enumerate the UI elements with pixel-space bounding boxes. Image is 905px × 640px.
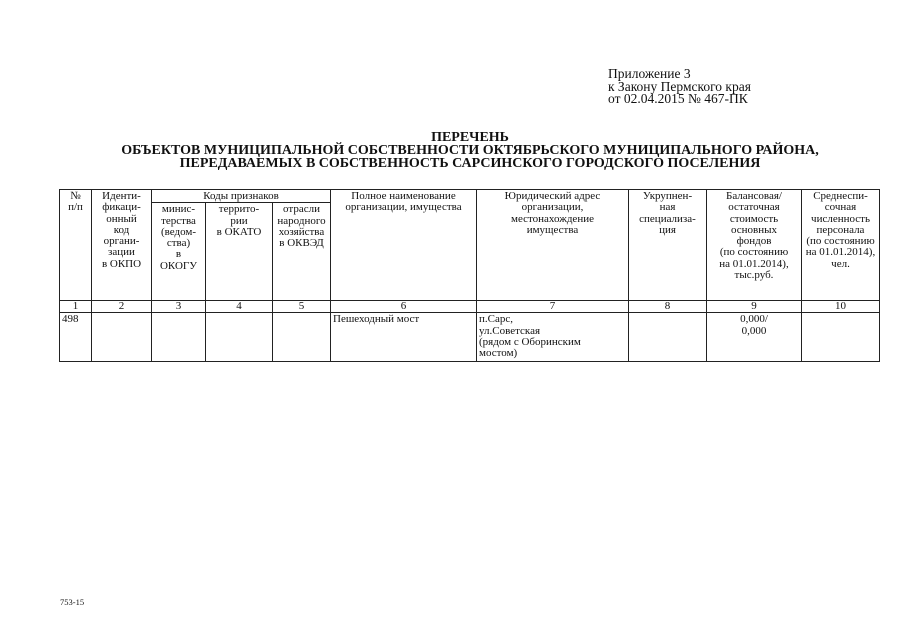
cell-okpo xyxy=(92,313,152,362)
cell-line: народного xyxy=(277,214,326,227)
header-okved xyxy=(273,203,331,301)
cell-line: п/п xyxy=(68,201,83,214)
column-number: 6 xyxy=(331,301,477,313)
cell-line: специализа- xyxy=(639,212,696,225)
property-list-table xyxy=(59,189,880,362)
cell-line: 0,000/ xyxy=(740,313,768,326)
cell-line: 0,000 xyxy=(741,324,767,337)
cell-line: Укрупнен- xyxy=(642,190,693,202)
cell-line: фикаци- xyxy=(102,201,141,214)
title-line-3: ПЕРЕДАВАЕМЫХ В СОБСТВЕННОСТЬ САРСИНСКОГО ГОРОДСКОГО ПОСЕЛЕНИЯ xyxy=(179,156,761,171)
cell-line: терства xyxy=(161,214,196,227)
cell-line: ОКОГУ xyxy=(159,259,198,272)
header-codes-group: Коды признаков xyxy=(152,190,331,203)
cell-line: местонахождение xyxy=(511,212,594,225)
table-row xyxy=(60,313,880,362)
cell-line: онный xyxy=(106,212,137,225)
column-number: 1 xyxy=(60,301,92,313)
cell-line: ная xyxy=(659,201,676,214)
header-okpo xyxy=(92,190,152,301)
column-number: 10 xyxy=(802,301,880,313)
cell-okved xyxy=(273,313,331,362)
header-okogu xyxy=(152,203,206,301)
cell-line: организации, имущества xyxy=(345,201,462,214)
cell-line: ства) xyxy=(166,237,191,250)
cell-line: численность xyxy=(811,212,870,225)
column-number: 3 xyxy=(152,301,206,313)
cell-line: (рядом с Оборинским xyxy=(479,335,581,348)
cell-staff xyxy=(802,313,880,362)
cell-line: Балансовая/ xyxy=(726,190,782,202)
document-title xyxy=(60,131,880,170)
cell-line: остаточная xyxy=(728,201,780,214)
cell-line: персонала xyxy=(816,223,865,236)
cell-line: мостом) xyxy=(479,347,518,360)
column-number: 4 xyxy=(206,301,273,313)
cell-line: тыс.руб. xyxy=(734,269,774,282)
column-number: 2 xyxy=(92,301,152,313)
cell-line: код xyxy=(113,223,130,236)
column-number: 8 xyxy=(629,301,707,313)
appendix-line-3: от 02.04.2015 № 467-ПК xyxy=(608,91,748,106)
document-code: 753-15 xyxy=(60,597,85,607)
column-number: 9 xyxy=(707,301,802,313)
cell-line: на 01.01.2014), xyxy=(805,246,876,259)
cell-line: (по состоянию xyxy=(719,246,789,259)
cell-line: в xyxy=(175,248,182,261)
cell-line: сочная xyxy=(824,201,857,214)
cell-line: органи- xyxy=(103,235,140,248)
cell-line: минис- xyxy=(161,203,196,216)
cell-num: 498 xyxy=(60,313,92,362)
header-address xyxy=(477,190,629,301)
cell-line: стоимость xyxy=(729,212,779,225)
cell-line: (по состоянию xyxy=(806,235,875,248)
header-balance xyxy=(707,190,802,301)
cell-balance xyxy=(707,313,802,362)
cell-line: (ведом- xyxy=(160,225,197,238)
column-number: 5 xyxy=(273,301,331,313)
cell-line: основных xyxy=(730,223,777,236)
cell-line: в ОКАТО xyxy=(216,225,262,238)
cell-name: Пешеходный мост xyxy=(331,313,477,362)
cell-specialization xyxy=(629,313,707,362)
cell-address xyxy=(477,313,629,362)
column-number-row xyxy=(60,301,880,313)
cell-line: ул.Советская xyxy=(479,324,541,337)
cell-line: Полное наименование xyxy=(351,190,456,202)
cell-line: зации xyxy=(108,246,135,259)
title-line-2: ОБЪЕКТОВ МУНИЦИПАЛЬНОЙ СОБСТВЕННОСТИ ОКТЯБРЬСКОГО МУНИЦИПАЛЬНОГО РАЙОНА, xyxy=(121,143,819,158)
cell-line: имущества xyxy=(526,223,579,236)
cell-line: фондов xyxy=(736,235,772,248)
cell-line: п.Сарс, xyxy=(479,313,513,326)
cell-line: Иденти- xyxy=(102,190,141,202)
cell-line: Юридический адрес xyxy=(504,190,601,202)
cell-okato xyxy=(206,313,273,362)
header-num xyxy=(60,190,92,301)
cell-line: в ОКВЭД xyxy=(279,237,324,250)
cell-line: отрасли xyxy=(283,203,320,216)
column-number: 7 xyxy=(477,301,629,313)
cell-line: террито- xyxy=(218,203,260,216)
header-staff xyxy=(802,190,880,301)
cell-line: № xyxy=(70,190,81,202)
cell-line: в ОКПО xyxy=(101,257,142,270)
header-specialization xyxy=(629,190,707,301)
cell-line: на 01.01.2014), xyxy=(719,257,789,270)
cell-line: Среднеспи- xyxy=(813,190,868,202)
header-row-1 xyxy=(60,190,880,203)
cell-line: рии xyxy=(230,214,248,227)
appendix-line-1: Приложение 3 xyxy=(608,66,691,81)
cell-line: чел. xyxy=(831,257,850,270)
cell-line: организации, xyxy=(521,201,584,214)
cell-okogu xyxy=(152,313,206,362)
appendix-line-2: к Закону Пермского края xyxy=(608,78,751,94)
cell-line: хозяйства xyxy=(278,225,325,238)
cell-line: ция xyxy=(659,223,676,236)
header-okato xyxy=(206,203,273,301)
title-line-1: ПЕРЕЧЕНЬ xyxy=(431,130,509,145)
appendix-reference xyxy=(608,68,751,106)
header-name xyxy=(331,190,477,301)
